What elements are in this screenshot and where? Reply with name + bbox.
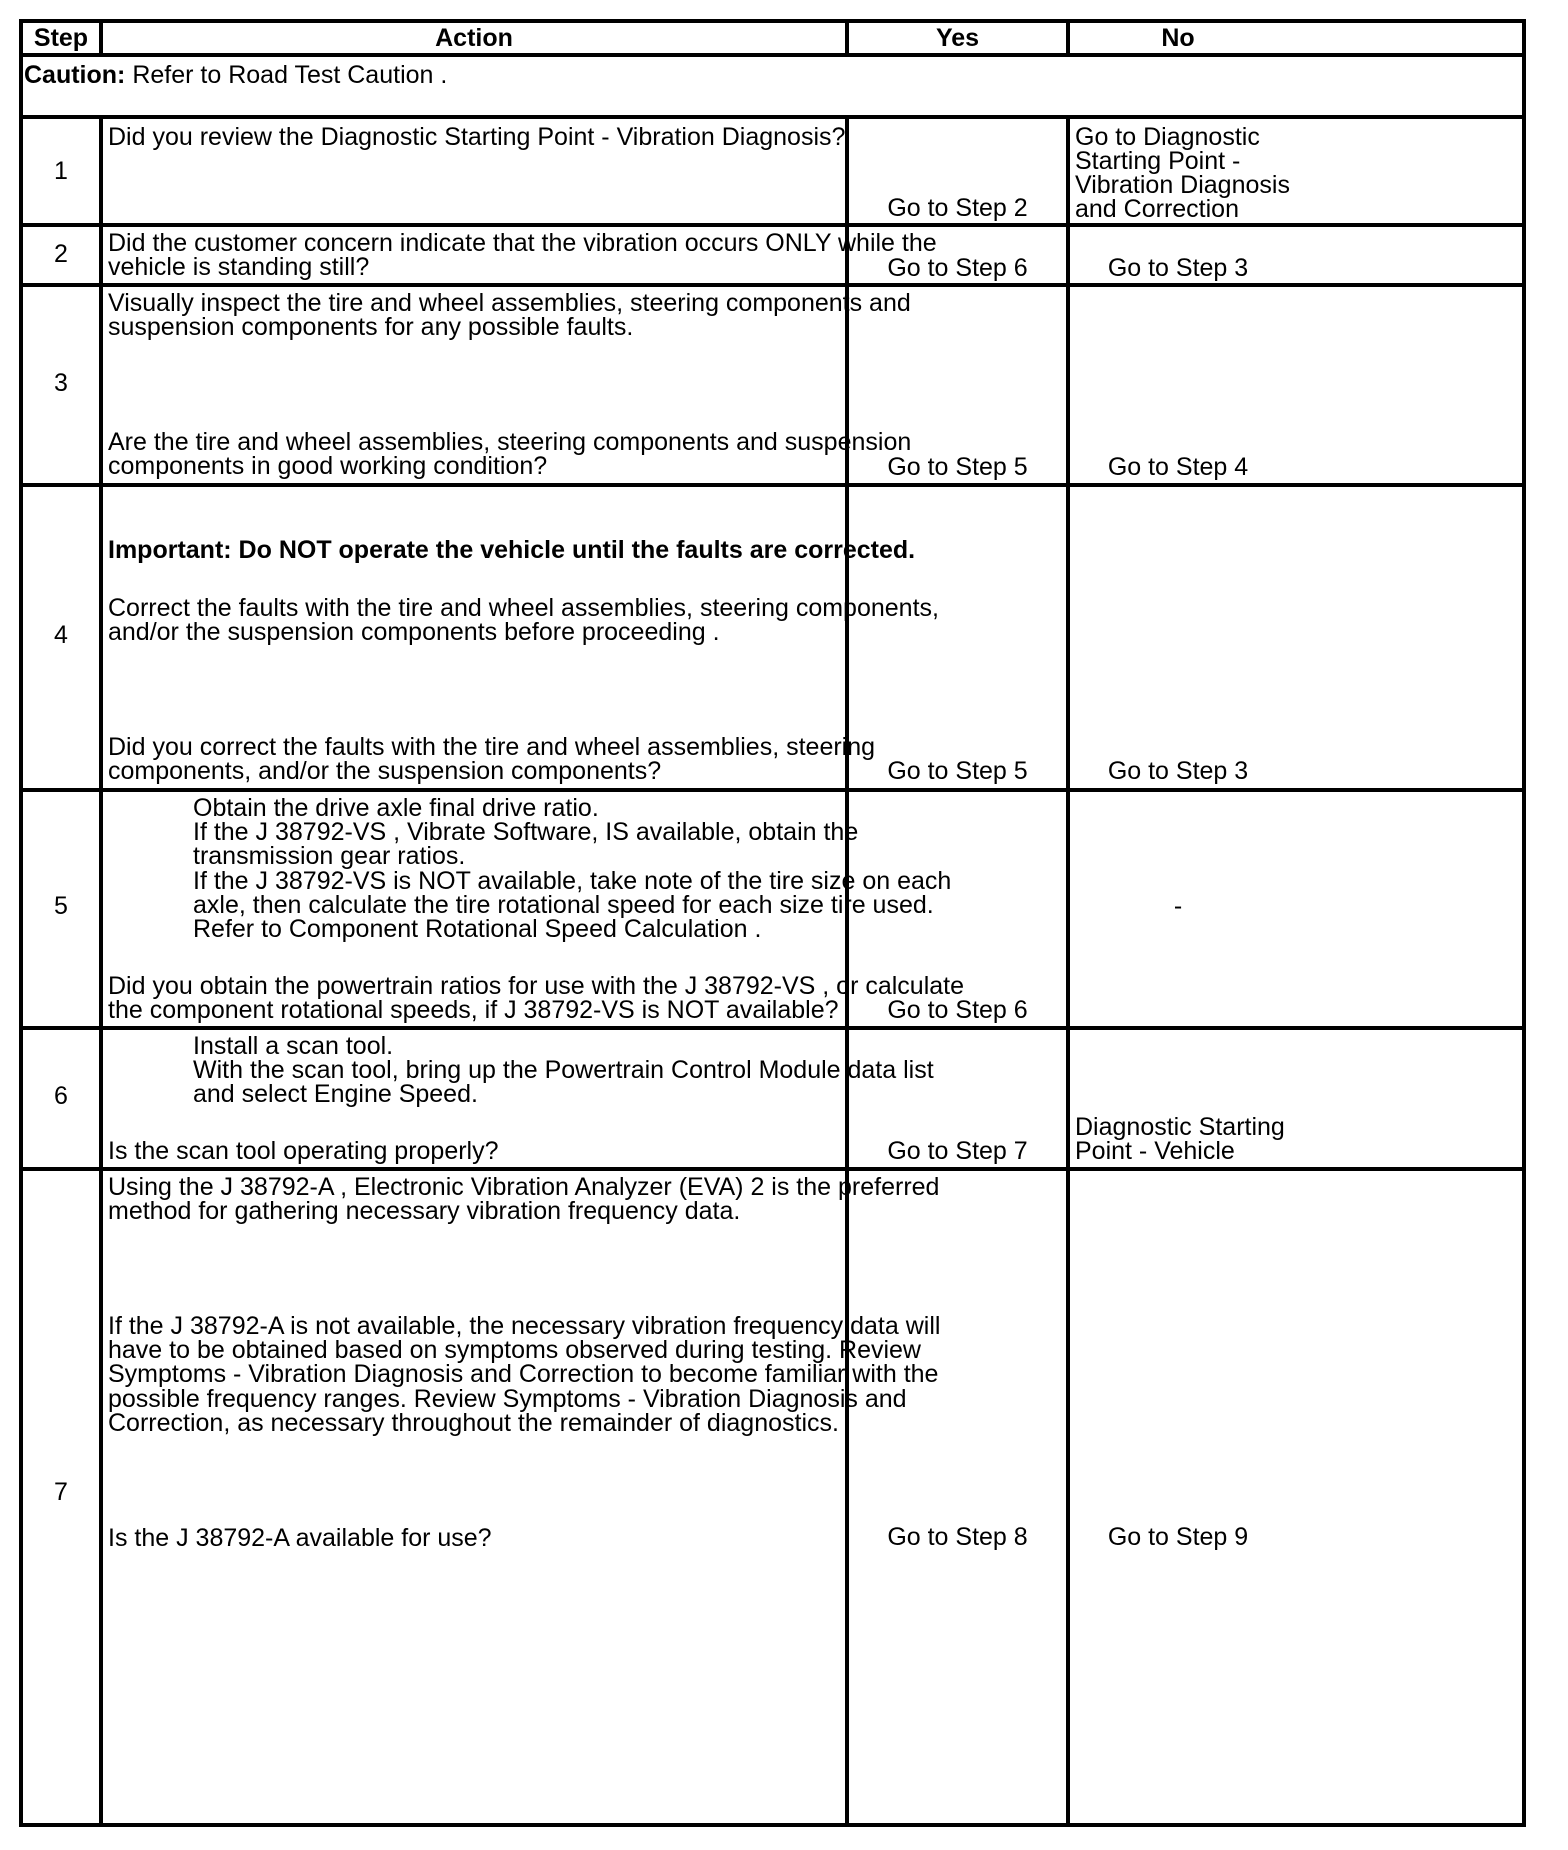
yes-link[interactable]: Go to Step 5 <box>887 453 1028 481</box>
action-line: Using the J 38792-A , Electronic Vibration Analyzer (EVA) 2 is the preferred <box>108 1173 940 1201</box>
action-line: Install a scan tool. <box>193 1032 394 1060</box>
yes-link[interactable]: Go to Step 7 <box>887 1137 1028 1165</box>
action-text <box>108 489 939 788</box>
row-divider <box>23 1026 1522 1030</box>
action-line: vehicle is standing still? <box>108 253 370 281</box>
action-line: Is the scan tool operating properly? <box>108 1137 499 1165</box>
important-note: Important: Do NOT operate the vehicle until the faults are corrected. <box>108 536 916 564</box>
row-divider <box>23 788 1522 792</box>
action-line: Did the customer concern indicate that the vibration occurs ONLY while the <box>108 229 937 257</box>
action-line: and select Engine Speed. <box>193 1080 478 1108</box>
action-line: components in good working condition? <box>108 452 548 480</box>
action-line: Did you review the Diagnostic Starting Point - Vibration Diagnosis? <box>108 123 846 151</box>
row-divider <box>23 1167 1522 1171</box>
action-text <box>108 123 846 219</box>
no-link[interactable] <box>1075 123 1290 223</box>
action-text <box>108 229 937 283</box>
action-line: With the scan tool, bring up the Powertrain Control Module data list <box>193 1056 934 1084</box>
diagnostic-table <box>19 19 1526 1827</box>
column-divider <box>99 119 103 1827</box>
action-line: Refer to Component Rotational Speed Calculation . <box>193 915 762 943</box>
caution-label: Caution: <box>24 61 126 89</box>
header-step: Step <box>33 24 89 52</box>
action-line: Is the J 38792-A available for use? <box>108 1524 492 1552</box>
no-link[interactable] <box>1075 1113 1285 1167</box>
yes-link[interactable]: Go to Step 5 <box>887 757 1028 785</box>
row-divider <box>23 483 1522 487</box>
step-number: 3 <box>54 369 68 397</box>
no-line: Go to Diagnostic <box>1075 123 1260 151</box>
action-line: possible frequency ranges. Review Symptoms - Vibration Diagnosis and <box>108 1385 907 1413</box>
no-line: and Correction <box>1075 195 1239 223</box>
row-divider <box>23 53 1522 57</box>
step-number: 1 <box>54 157 68 185</box>
action-text <box>108 289 912 483</box>
step-number: 5 <box>54 892 68 920</box>
action-line: If the J 38792-VS , Vibrate Software, IS available, obtain the <box>193 818 859 846</box>
row-divider <box>23 223 1522 227</box>
row-divider <box>23 283 1522 287</box>
no-line: Point - Vehicle <box>1075 1137 1235 1165</box>
action-line: suspension components for any possible faults. <box>108 313 634 341</box>
action-line: If the J 38792-VS is NOT available, take note of the tire size on each <box>193 867 952 895</box>
action-line: transmission gear ratios. <box>193 842 466 870</box>
no-line: Starting Point - <box>1075 147 1241 175</box>
no-link: - <box>1173 892 1183 920</box>
action-line: axle, then calculate the tire rotational speed for each size tire used. <box>193 891 934 919</box>
no-line: Diagnostic Starting <box>1075 1113 1285 1141</box>
action-line: Did you obtain the powertrain ratios for use with the J 38792-VS , or calculate <box>108 972 965 1000</box>
action-line: Are the tire and wheel assemblies, steering components and suspension <box>108 428 912 456</box>
caution-note <box>24 61 1424 90</box>
yes-link[interactable]: Go to Step 2 <box>887 194 1028 222</box>
step-number: 7 <box>54 1478 68 1506</box>
header-yes: Yes <box>935 24 980 52</box>
action-line: Symptoms - Vibration Diagnosis and Correction to become familiar with the <box>108 1360 939 1388</box>
header-no: No <box>1161 24 1195 52</box>
yes-link[interactable]: Go to Step 6 <box>887 254 1028 282</box>
yes-link[interactable]: Go to Step 6 <box>887 996 1028 1024</box>
yes-link[interactable]: Go to Step 8 <box>887 1523 1028 1551</box>
caution-text: Refer to Road Test Caution . <box>132 61 448 89</box>
action-line: have to be obtained based on symptoms observed during testing. Review <box>108 1336 921 1364</box>
action-line: Did you correct the faults with the tire and wheel assemblies, steering <box>108 733 876 761</box>
action-line: components, and/or the suspension components? <box>108 757 662 785</box>
action-text <box>108 1032 934 1167</box>
action-line: Visually inspect the tire and wheel assemblies, steering components and <box>108 289 911 317</box>
action-line: Correction, as necessary throughout the remainder of diagnostics. <box>108 1409 839 1437</box>
no-link[interactable]: Go to Step 3 <box>1107 757 1249 785</box>
no-link[interactable]: Go to Step 9 <box>1107 1523 1249 1551</box>
no-link[interactable]: Go to Step 4 <box>1107 453 1249 481</box>
action-line: Obtain the drive axle final drive ratio. <box>193 794 599 822</box>
step-number: 6 <box>54 1082 68 1110</box>
action-line: Correct the faults with the tire and wheel assemblies, steering components, <box>108 594 939 622</box>
no-line: Vibration Diagnosis <box>1075 171 1290 199</box>
action-line: method for gathering necessary vibration frequency data. <box>108 1197 741 1225</box>
action-line: the component rotational speeds, if J 38792-VS is NOT available? <box>108 996 839 1024</box>
action-text <box>108 1173 941 1823</box>
header-action: Action <box>435 24 513 52</box>
step-number: 2 <box>54 240 68 268</box>
action-line: and/or the suspension components before proceeding . <box>108 618 720 646</box>
step-number: 4 <box>54 621 68 649</box>
action-line: If the J 38792-A is not available, the necessary vibration frequency data will <box>108 1312 941 1340</box>
row-divider <box>23 115 1522 119</box>
no-link[interactable]: Go to Step 3 <box>1107 254 1249 282</box>
column-divider <box>1066 119 1070 1827</box>
